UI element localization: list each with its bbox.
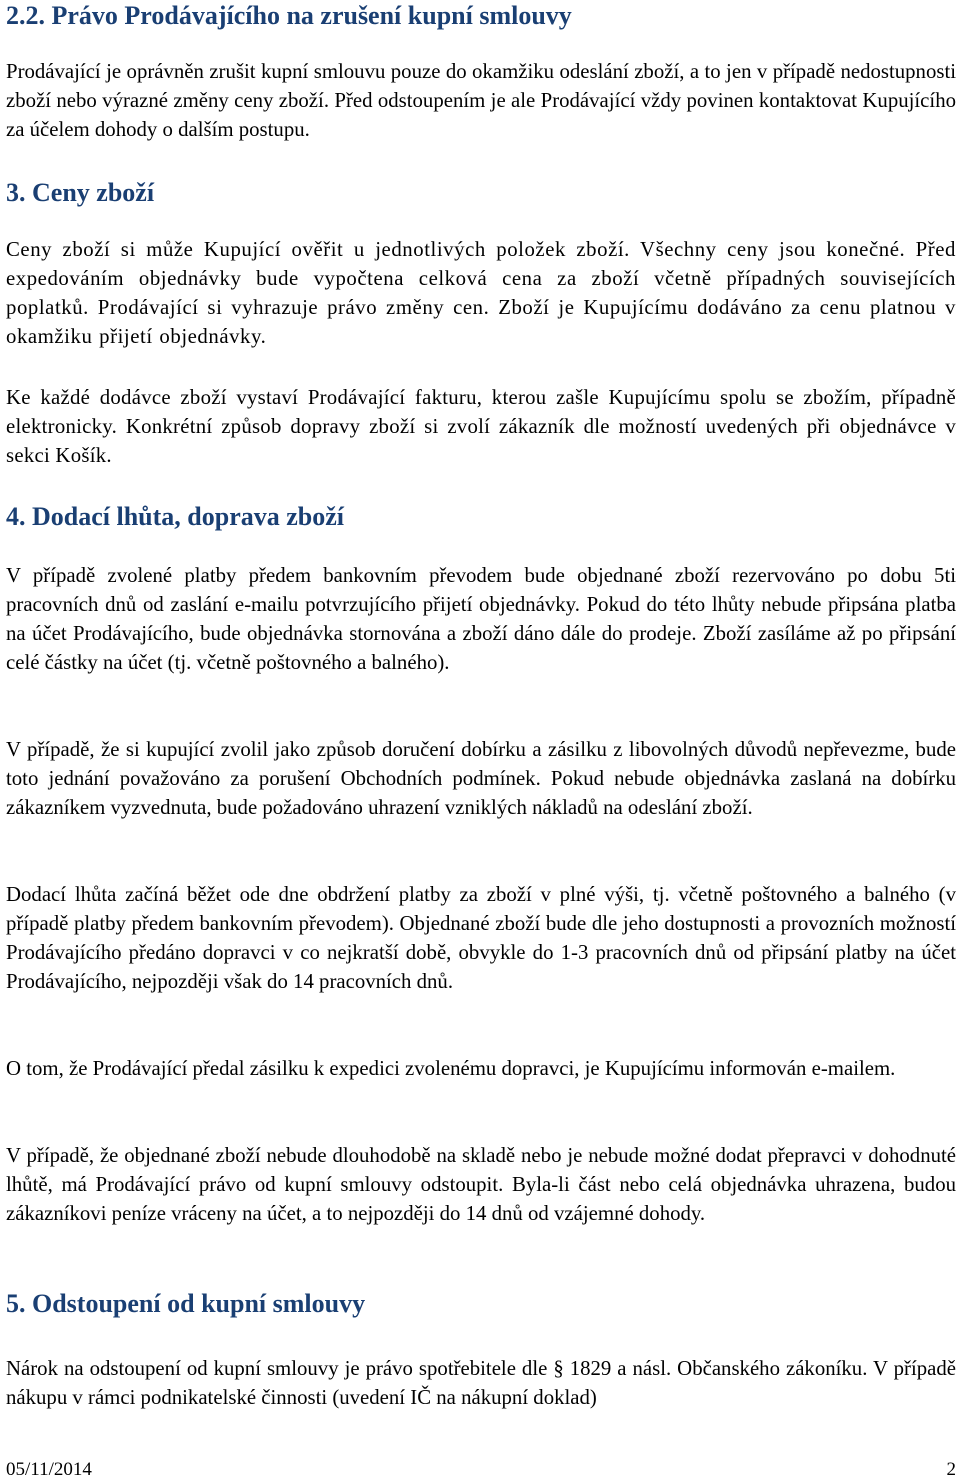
paragraph-prices-2: Ke každé dodávce zboží vystaví Prodávající fakturu, kterou zašle Kupujícímu spolu se zbožím, případně elektronicky. Konkrétní způsob dopravy zboží si zvolí zákazník dle možností uvedených při objednávce v sekci Košík.	[6, 386, 956, 467]
footer-page-number: 2	[946, 1459, 956, 1480]
paragraph-delivery-2: V případě, že si kupující zvolil jako způsob doručení dobírku a zásilku z libovolných důvodů nepřevezme, bude toto jednání považováno za porušení Obchodních podmínek. Pokud nebude objednávka zaslaná na dobírku zákazníkem vyzvednuta, bude požadováno uhrazení vzniklých nákladů na odeslání zboží.	[6, 738, 956, 819]
heading-seller-withdrawal: 2.2. Právo Prodávajícího na zrušení kupní smlouvy	[6, 1, 572, 30]
paragraph-seller-withdrawal: Prodávající je oprávněn zrušit kupní smlouvu pouze do okamžiku odeslání zboží, a to jen v případě nedostupnosti zboží nebo výrazné změny ceny zboží. Před odstoupením je ale Prodávající vždy povinen kontaktovat Kupujícího za účelem dohody o dalším postupu.	[6, 60, 956, 141]
paragraph-delivery-3: Dodací lhůta začíná běžet ode dne obdržení platby za zboží v plné výši, tj. včetně poštovného a balného (v případě platby předem bankovním převodem). Objednané zboží bude dle jeho dostupnosti a provozních možností Prodávajícího předáno dopravci v co nejkratší době, obvykle do 1-3 pracovních dnů od připsání platby na účet Prodávajícího, nejpozději však do 14 pracovních dnů.	[6, 883, 956, 993]
paragraph-delivery-1: V případě zvolené platby předem bankovním převodem bude objednané zboží rezervováno po dobu 5ti pracovních dnů od zaslání e-mailu potvrzujícího přijetí objednávky. Pokud do této lhůty nebude připsána platba na účet Prodávajícího, bude objednávka stornována a zboží dáno dále do prodeje. Zboží zasíláme až po připsání celé částky na účet (tj. včetně poštovného a balného).	[6, 564, 956, 674]
heading-delivery: 4. Dodací lhůta, doprava zboží	[6, 502, 345, 531]
paragraph-delivery-4: O tom, že Prodávající předal zásilku k expedici zvolenému dopravci, je Kupujícímu informován e-mailem.	[6, 1057, 896, 1080]
paragraph-withdrawal: Nárok na odstoupení od kupní smlouvy je právo spotřebitele dle § 1829 a násl. Občanského zákoníku. V případě nákupu v rámci podnikatelské činnosti (uvedení IČ na nákupní doklad)	[6, 1357, 956, 1409]
page-footer	[6, 1459, 956, 1481]
paragraph-prices-1: Ceny zboží si může Kupující ověřit u jednotlivých položek zboží. Všechny ceny jsou konečné. Před expedováním objednávky bude vypočtena celková cena za zboží včetně případných souvisejících poplatků. Prodávající si vyhrazuje právo změny cen. Zboží je Kupujícímu dodáváno za cenu platnou v okamžiku přijetí objednávky.	[6, 238, 956, 348]
heading-prices: 3. Ceny zboží	[6, 178, 155, 207]
footer-date: 05/11/2014	[6, 1459, 92, 1480]
heading-withdrawal: 5. Odstoupení od kupní smlouvy	[6, 1289, 366, 1318]
paragraph-delivery-5: V případě, že objednané zboží nebude dlouhodobě na skladě nebo je nebude možné dodat přepravci v dohodnuté lhůtě, má Prodávající právo od kupní smlouvy odstoupit. Byla-li část nebo celá objednávka uhrazena, budou zákazníkovi peníze vráceny na účet, a to nejpozději do 14 dnů od vzájemné dohody.	[6, 1144, 956, 1225]
